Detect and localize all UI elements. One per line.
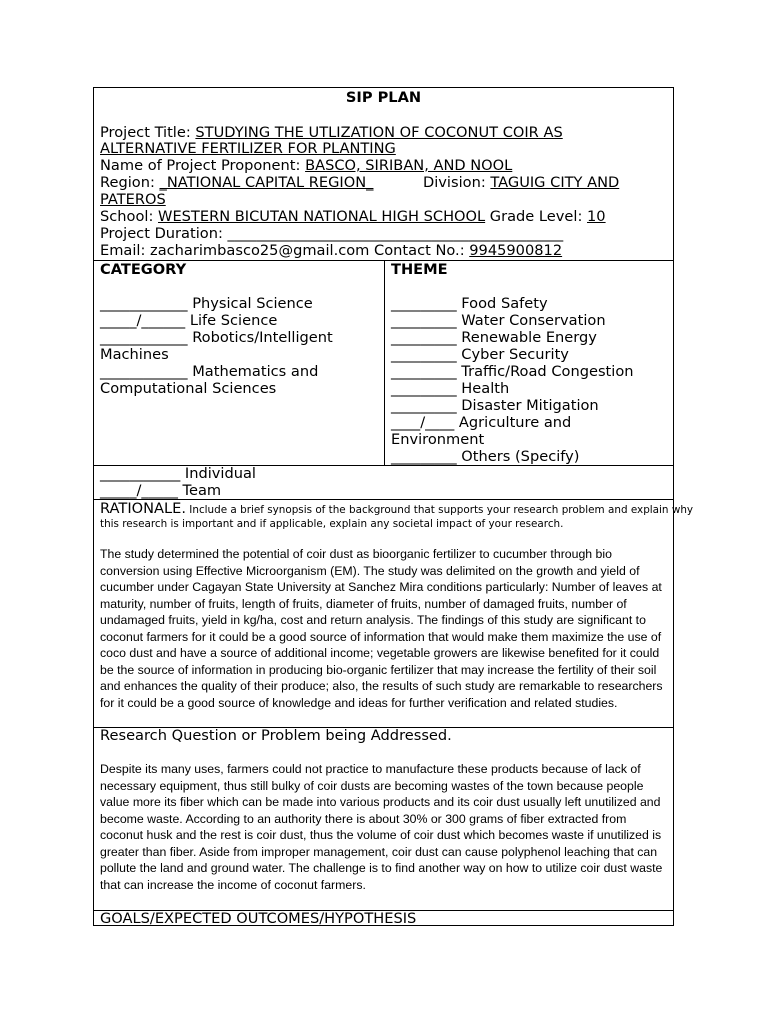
category-label: Life Science: [185, 312, 278, 329]
theme-blank: _________: [391, 295, 457, 312]
theme-item: [391, 329, 597, 346]
theme-heading: THEME: [391, 261, 448, 278]
proponent-value: BASCO, SIRIBAN, AND NOOL: [305, 157, 513, 174]
rationale-heading: RATIONALE.: [100, 500, 186, 517]
email-line: [100, 242, 562, 259]
project-title-value-line2: ALTERNATIVE FERTILIZER FOR PLANTING: [100, 140, 396, 157]
theme-label: Water Conservation: [456, 312, 606, 329]
region-value: _NATIONAL CAPITAL REGION_: [159, 174, 374, 191]
category-blank: ____________: [100, 295, 188, 312]
category-label: Mathematics and: [187, 363, 319, 380]
category-heading: CATEGORY: [100, 261, 187, 278]
sip-plan-form: [93, 87, 694, 927]
theme-label: Health: [456, 380, 510, 397]
category-blank: ____________: [100, 329, 188, 346]
category-item: [100, 363, 318, 380]
category-item: [100, 380, 276, 397]
theme-blank: _________: [391, 380, 457, 397]
theme-item: [391, 448, 579, 465]
category-item: [100, 329, 333, 346]
theme-blank: _________: [391, 397, 457, 414]
theme-item: [391, 414, 571, 431]
division-value-line2: PATEROS: [100, 191, 166, 208]
region-label: Region:: [100, 174, 160, 191]
category-label: Physical Science: [187, 295, 313, 312]
category-item: [100, 312, 277, 329]
page-title: SIP PLAN: [345, 89, 422, 106]
team-blank: _____/_____: [100, 482, 178, 499]
rationale-instruction-line2: this research is important and if applicable, explain any societal impact of your research.: [100, 518, 564, 530]
grade-label: Grade Level:: [485, 208, 588, 225]
individual-label: Individual: [180, 465, 256, 482]
project-title-line1: [100, 124, 563, 141]
email-value: zacharimbasco25@gmail.com: [150, 242, 370, 259]
individual-blank: ___________: [100, 465, 181, 482]
duration-blank: ______________________________________________: [227, 225, 564, 242]
rationale-text: The study determined the potential of coir dust as bioorganic fertilizer to cucumber through bio conversion using Effective Microorganism (EM). The study was delimited on the growth and yield of cucumber under Cagayan State University at Sanchez Mira conditions particularly: Number of leaves at maturity, number of fruits, length of fruits, diameter of fruits, number of damaged fruits, number of undamaged fruits, yield in kg/ha, cost and return analysis. The findings of this study are significant to coconut farmers for it could be a good source of information that would make them maximize the use of coco dust and have a source of additional income; vegetable growers are likewise benefited for it could be the source of information in producing bio-organic fertilizer that may increase the fertility of their soil and enhances the quality of their produce; also, the results of such study are remarkable to researchers for it could be a good source of knowledge and ideas for further verification and related studies.: [100, 547, 663, 710]
theme-label: Disaster Mitigation: [456, 397, 599, 414]
email-label: Email:: [100, 242, 151, 259]
team-option: [100, 482, 221, 499]
grade-value: 10: [587, 208, 606, 225]
category-blank: _____/______: [100, 312, 186, 329]
rationale-instruction: Include a brief synopsis of the background that supports your research problem and explain why: [186, 504, 694, 516]
contact-label: Contact No.:: [369, 242, 470, 259]
theme-item: [391, 312, 606, 329]
team-label: Team: [177, 482, 222, 499]
category-blank: ____________: [100, 363, 188, 380]
category-label: Robotics/Intelligent: [187, 329, 333, 346]
theme-label: Traffic/Road Congestion: [456, 363, 634, 380]
theme-label: Agriculture and: [454, 414, 572, 431]
theme-blank: _________: [391, 448, 457, 465]
division-label: Division:: [423, 174, 491, 191]
category-item: [100, 346, 169, 363]
category-item: [100, 295, 313, 312]
goals-heading: GOALS/EXPECTED OUTCOMES/HYPOTHESIS: [100, 910, 417, 927]
theme-item: [391, 431, 484, 448]
theme-label: Cyber Security: [456, 346, 569, 363]
school-value: WESTERN BICUTAN NATIONAL HIGH SCHOOL: [158, 208, 486, 225]
theme-blank: _________: [391, 363, 457, 380]
proponent-line: [100, 157, 512, 174]
theme-item: [391, 363, 634, 380]
research-body: [100, 761, 668, 893]
region-line: [100, 174, 373, 191]
research-text: Despite its many uses, farmers could not practice to manufacture these products because of lack of necessary equipment, thus still bulky of coir dusts are becoming wastes of the town because people value more its fiber which can be made into various products and its coir dust usually left unutilized and become waste. According to an authority there is about 30% or 300 grams of fiber extracted from coconut husk and the rest is coir dust, thus the volume of coir dust which becomes waste if unutilized is greater than fiber. Aside from improper management, coir dust can cause polyphenol leaching that can pollute the land and ground water. The challenge is to find another way on how to utilize coir dust waste that can increase the income of coconut farmers.: [100, 762, 663, 892]
project-title-value: STUDYING THE UTLIZATION OF COCONUT COIR AS: [195, 124, 563, 141]
category-label: Computational Sciences: [100, 380, 277, 397]
theme-blank: ____/____: [391, 414, 455, 431]
theme-item: [391, 380, 509, 397]
theme-item: [391, 397, 599, 414]
duration-label: Project Duration:: [100, 225, 228, 242]
theme-blank: _________: [391, 329, 457, 346]
duration-line: [100, 225, 563, 242]
theme-item: [391, 346, 569, 363]
theme-item: [391, 295, 548, 312]
theme-blank: _________: [391, 346, 457, 363]
project-title-label: Project Title:: [100, 124, 196, 141]
category-label: Machines: [100, 346, 169, 363]
theme-label: Renewable Energy: [456, 329, 597, 346]
contact-value: 9945900812: [469, 242, 563, 259]
school-label: School:: [100, 208, 159, 225]
theme-blank: _________: [391, 312, 457, 329]
theme-label: Environment: [391, 431, 485, 448]
school-line: [100, 208, 606, 225]
proponent-label: Name of Project Proponent:: [100, 157, 306, 174]
theme-label: Others (Specify): [456, 448, 580, 465]
division-line: [423, 174, 619, 191]
individual-option: [100, 465, 256, 482]
research-heading: Research Question or Problem being Addressed.: [100, 727, 452, 744]
column-divider: [384, 260, 385, 465]
theme-label: Food Safety: [456, 295, 548, 312]
division-value: TAGUIG CITY AND: [490, 174, 620, 191]
rationale-body: [100, 546, 668, 711]
